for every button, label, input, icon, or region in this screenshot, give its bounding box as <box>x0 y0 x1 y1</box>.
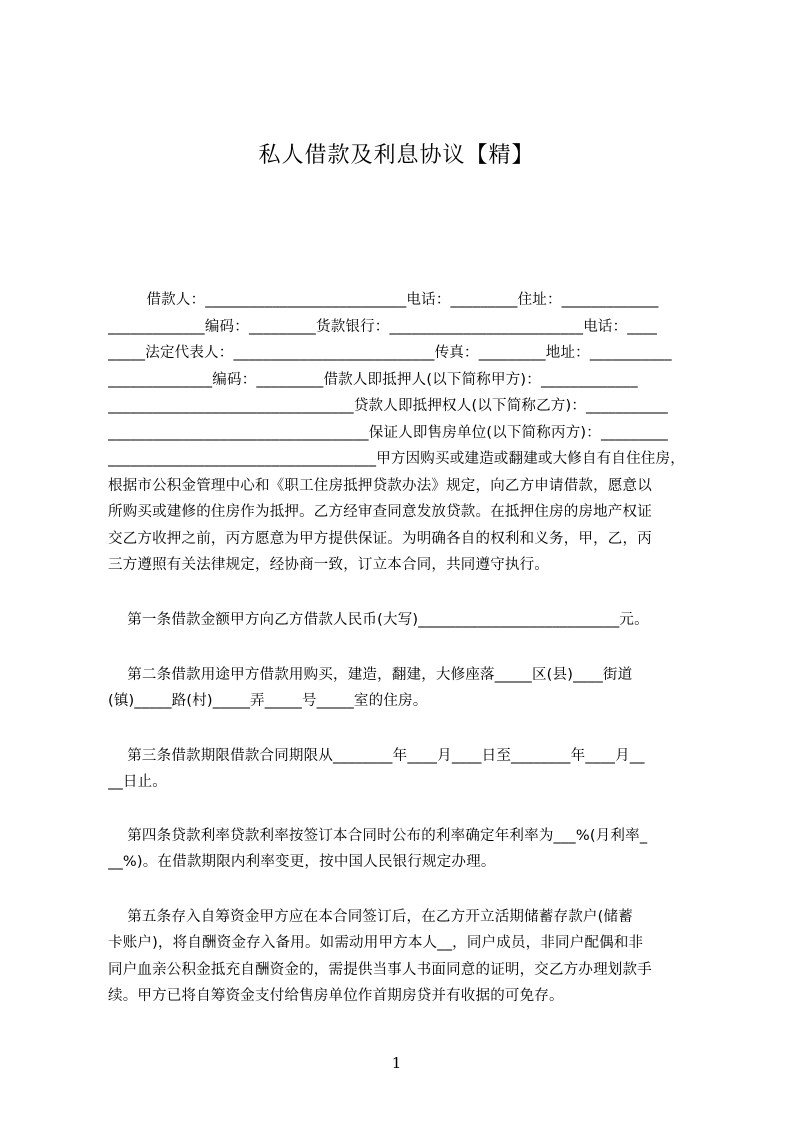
article-5: 第五条存入自筹资金甲方应在本合同签订后，在乙方开立活期储蓄存款户(储蓄 <box>108 909 633 925</box>
text-line: 同户血亲公积金抵充自酬资金的，需提供当事人书面同意的证明，交乙方办理划款手 <box>108 962 652 978</box>
text-line: 卡账户)，将自酬资金存入备用。如需动用甲方本人__，同户成员，非同户配偶和非 <box>108 935 644 951</box>
article-1: 第一条借款金额甲方向乙方借款人民币(大写)___________________________元。 <box>108 612 649 628</box>
page-number: 1 <box>391 1054 402 1072</box>
text-line: 续。甲方已将自筹资金支付给售房单位作首期房贷并有收据的可免存。 <box>108 988 564 1004</box>
text-line: _____________编码：_________货款银行：__________________________电话：____ <box>108 319 658 335</box>
text-line: __%)。在借款期限内利率变更，按中国人民银行规定办理。 <box>108 854 496 870</box>
text-line: 借款人：___________________________电话：_________住址：_____________ <box>108 292 659 308</box>
text-line: __日止。 <box>108 774 167 790</box>
text-line: ____________________________________甲方因购买或建造或翻建或大修自有自住住房， <box>108 451 685 467</box>
article-2: 第二条借款用途甲方借款用购买，建造，翻建，大修座落_____区(县)____街道 <box>108 667 633 683</box>
text-line: 所购买或建修的住房作为抵押。乙方经审查同意发放贷款。在抵押住房的房地产权证 <box>108 504 652 520</box>
text-line: (镇)_____路(村)_____弄_____号_____室的住房。 <box>108 693 428 709</box>
text-line: _____法定代表人：___________________________传真：_________地址：___________ <box>108 345 672 361</box>
text-line: ___________________________________保证人即售房单位(以下简称丙方)：_________ <box>108 425 669 441</box>
article-3: 第三条借款期限借款合同期限从________年____月____日至________年____月__ <box>108 748 645 764</box>
text-line: ______________编码：_________借款人即抵押人(以下简称甲方)：_____________ <box>108 372 638 388</box>
text-line: 三方遵照有关法律规定，经协商一致，订立本合同，共同遵守执行。 <box>108 557 549 573</box>
text-line: 根据市公积金管理中心和《职工住房抵押贷款办法》规定，向乙方申请借款，愿意以 <box>108 478 652 494</box>
text-line: 交乙方收押之前，丙方愿意为甲方提供保证。为明确各自的权利和义务，甲，乙，丙 <box>108 531 652 547</box>
document-title: 私人借款及利息协议【精】 <box>258 143 535 168</box>
text-line: _________________________________贷款人即抵押权人(以下简称乙方)：___________ <box>108 398 669 414</box>
article-4: 第四条贷款利率贷款利率按签订本合同时公布的利率确定年利率为___%(月利率_ <box>108 828 648 844</box>
